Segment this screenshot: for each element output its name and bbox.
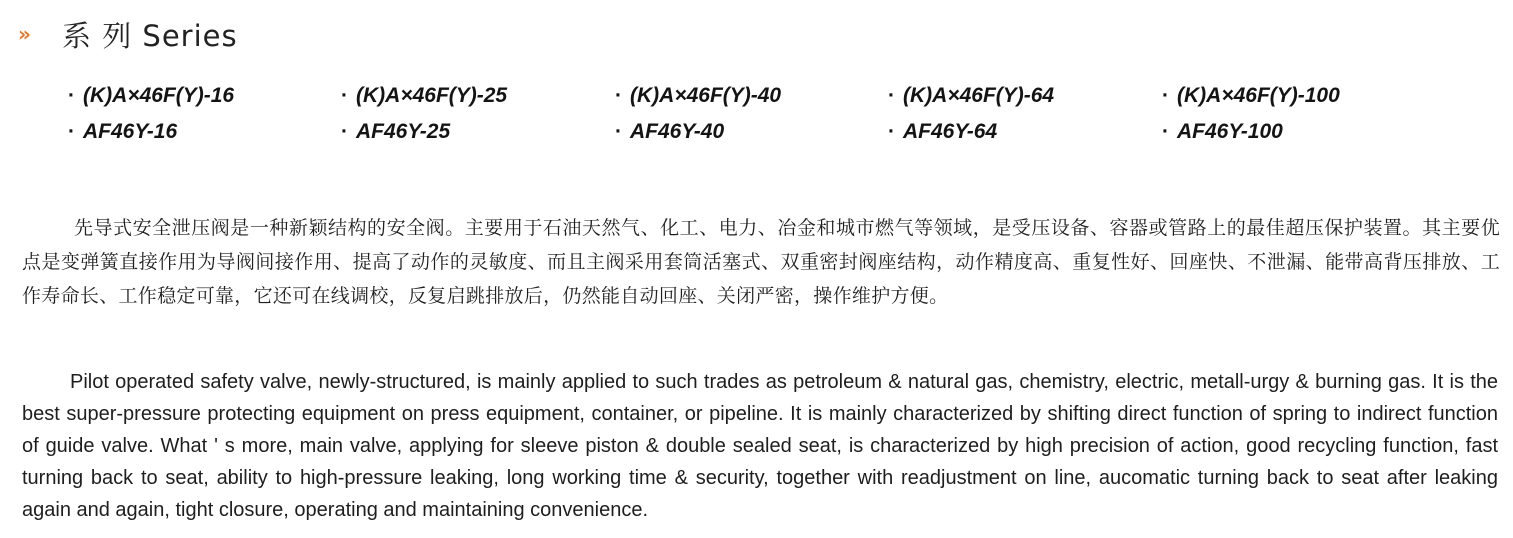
chevron-right-icon: » [18, 22, 31, 46]
model-label: AF46Y-40 [630, 120, 725, 143]
model-label: AF46Y-100 [1177, 120, 1283, 143]
model-label: (K)A×46F(Y)-25 [356, 84, 508, 107]
model-label: AF46Y-25 [356, 120, 451, 143]
model-item [341, 81, 615, 110]
description-english: Pilot operated safety valve, newly-structured, is mainly applied to such trades as petroleum & natural gas, chemistry, electric, metall-urgy & burning gas. It is the best super-pressure protecting equipment on press equipment, container, or pipeline. It is mainly characterized by shifting direct function of spring to indirect function of guide valve. What ' s more, main valve, applying for sleeve piston & double sealed seat, is characterized by high precision of action, good recycling function, fast turning back to seat, ability to high-pressure leaking, long working time & security, together with readjustment on line, aucomatic turning back to seat after leaking again and again, tight closure, operating and maintaining convenience. [22, 371, 1498, 521]
model-label: (K)A×46F(Y)-100 [1177, 84, 1340, 107]
section-header [18, 14, 238, 54]
bullet-icon: · [68, 84, 75, 107]
model-item [615, 81, 888, 110]
model-list [68, 81, 1488, 146]
section-title: 系 列 Series [62, 18, 238, 53]
model-label: (K)A×46F(Y)-16 [83, 84, 235, 107]
model-label: (K)A×46F(Y)-64 [903, 84, 1055, 107]
bullet-icon: · [615, 84, 622, 107]
model-item [888, 117, 1162, 146]
model-label: AF46Y-64 [903, 120, 998, 143]
bullet-icon: · [888, 84, 895, 107]
description-chinese: 先导式安全泄压阀是一种新颖结构的安全阀。主要用于石油天然气、化工、电力、冶金和城市燃气等领域，是受压设备、容器或管路上的最佳超压保护装置。其主要优点是变弹簧直接作用为导阀间接作用、提高了动作的灵敏度、而且主阀采用套筒活塞式、双重密封阀座结构，动作精度高、重复性好、回座快、不泄漏、能带高背压排放、工作寿命长、工作稳定可靠，它还可在线调校，反复启跳排放后，仍然能自动回座、关闭严密，操作维护方便。 [22, 217, 1500, 307]
bullet-icon: · [1162, 120, 1169, 143]
model-item [1162, 81, 1462, 110]
model-item [68, 117, 341, 146]
model-label: AF46Y-16 [83, 120, 178, 143]
bullet-icon: · [341, 120, 348, 143]
bullet-icon: · [1162, 84, 1169, 107]
model-item [615, 117, 888, 146]
bullet-icon: · [341, 84, 348, 107]
model-label: (K)A×46F(Y)-40 [630, 84, 782, 107]
bullet-icon: · [888, 120, 895, 143]
model-item [68, 81, 341, 110]
model-item [1162, 117, 1462, 146]
model-item [341, 117, 615, 146]
bullet-icon: · [615, 120, 622, 143]
model-item [888, 81, 1162, 110]
bullet-icon: · [68, 120, 75, 143]
